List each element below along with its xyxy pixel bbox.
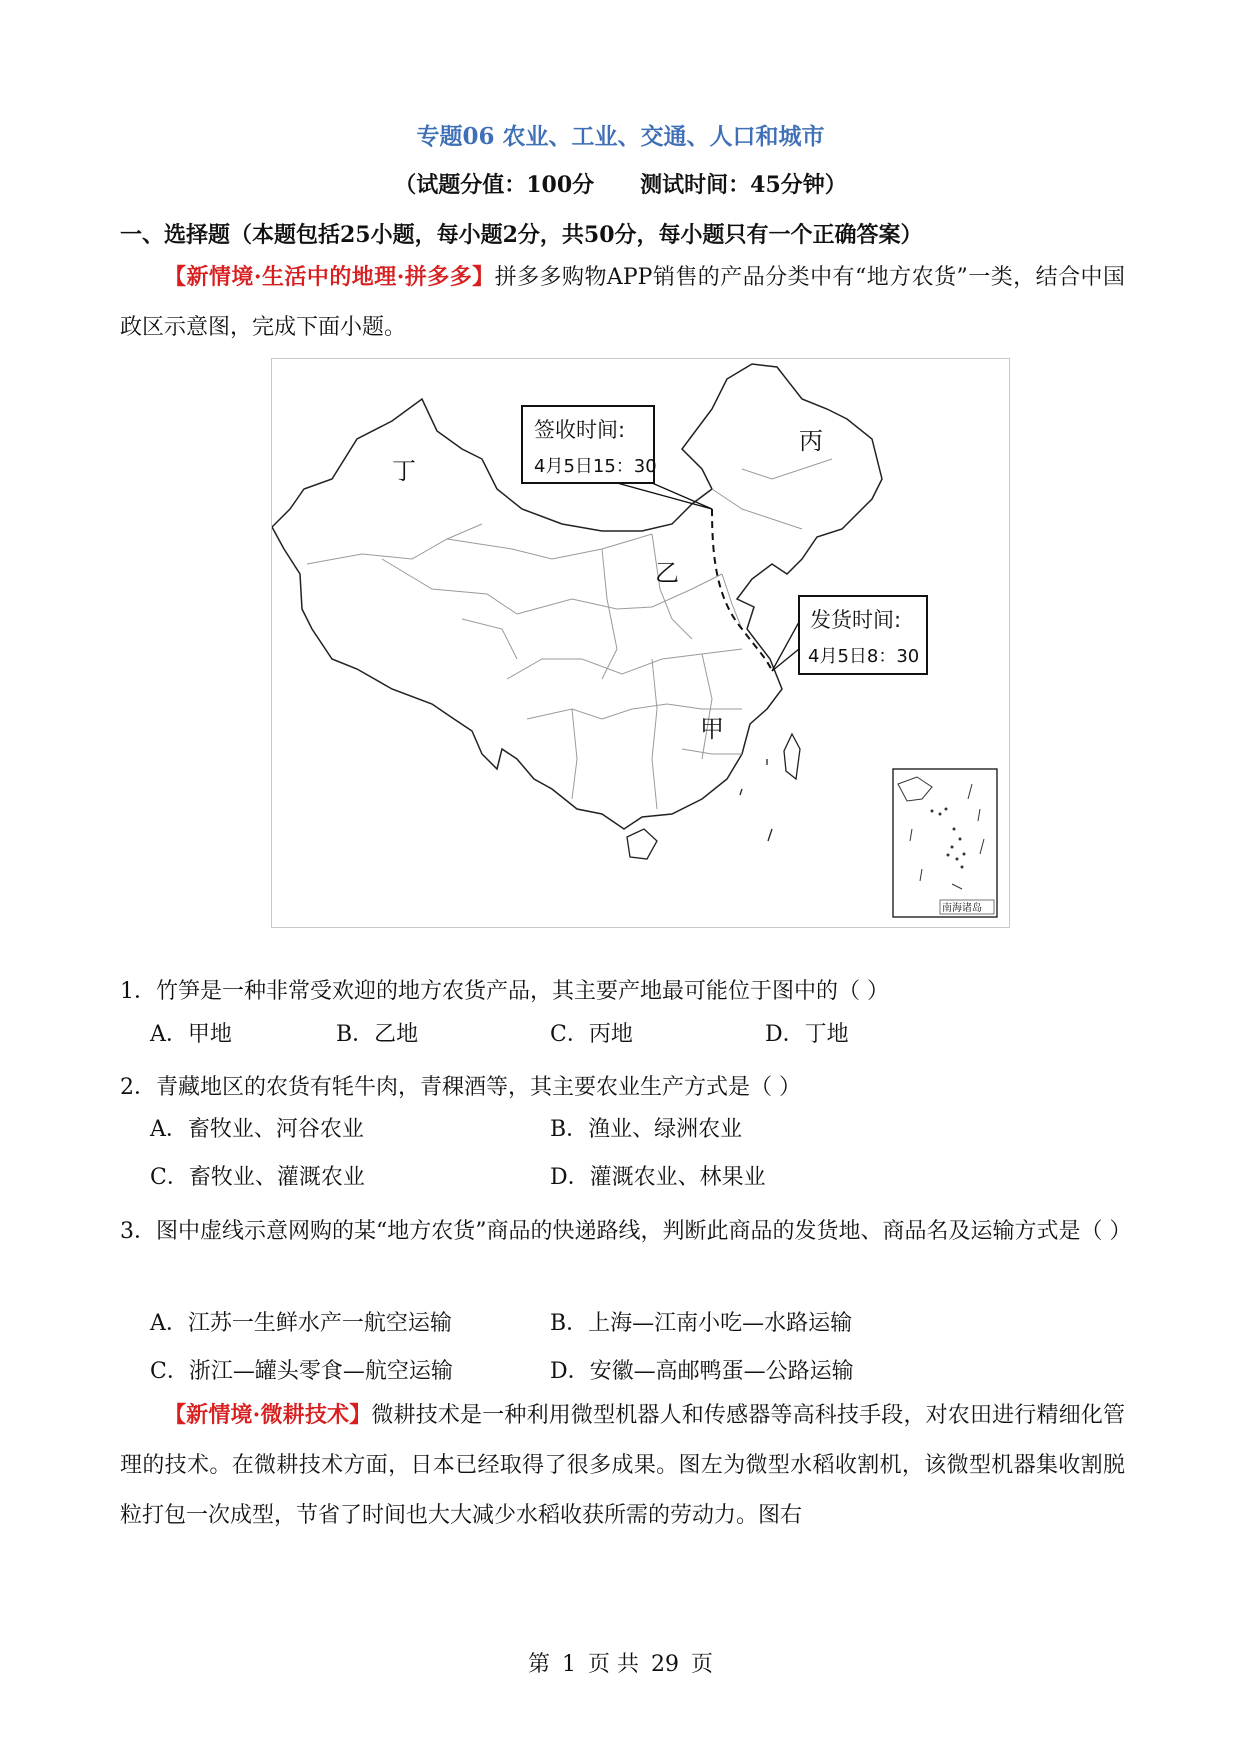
- passage-1-tag: 【新情境·生活中的地理·拼多多】: [164, 264, 495, 290]
- q3-option-c[interactable]: C．浙江—罐头零食—航空运输: [150, 1359, 453, 1384]
- q1-option-a[interactable]: A．甲地: [150, 1022, 232, 1047]
- hainan-island: [627, 829, 657, 859]
- section-heading: 一、选择题（本题包括25小题，每小题2分，共50分，每小题只有一个正确答案）: [120, 222, 923, 248]
- q1-option-b[interactable]: B．乙地: [336, 1022, 419, 1047]
- china-map-figure: [271, 358, 1010, 928]
- label-jia: 甲: [700, 715, 724, 743]
- q2-option-a[interactable]: A．畜牧业、河谷农业: [150, 1117, 364, 1142]
- q2-option-c[interactable]: C．畜牧业、灌溉农业: [150, 1165, 365, 1190]
- label-bing: 丙: [799, 427, 823, 455]
- china-map: [272, 359, 1009, 927]
- question-2-stem: 2．青藏地区的农货有牦牛肉，青稞酒等，其主要农业生产方式是（ ）: [120, 1075, 801, 1100]
- q1-option-d[interactable]: D．丁地: [765, 1022, 849, 1047]
- time-info: 测试时间：45分钟）: [640, 172, 847, 198]
- taiwan-island: [784, 734, 800, 779]
- page-footer: [0, 1647, 1241, 1678]
- footer-suffix: 页: [691, 1652, 714, 1677]
- receive-time-label: 签收时间:: [534, 418, 626, 442]
- passage-1: [120, 252, 1125, 353]
- send-time-label: 发货时间:: [810, 608, 902, 632]
- passage-2: [120, 1390, 1125, 1541]
- score-info: （试题分值：100分: [394, 172, 595, 198]
- total-pages: 29: [651, 1652, 679, 1677]
- footer-prefix: 第: [527, 1652, 550, 1677]
- question-1-stem: 1．竹笋是一种非常受欢迎的地方农货产品，其主要产地最可能位于图中的（ ）: [120, 979, 889, 1004]
- footer-mid: 页 共: [588, 1652, 639, 1677]
- q2-option-d[interactable]: D．灌溉农业、林果业: [550, 1165, 766, 1190]
- inset-label: 南海诸岛: [942, 903, 982, 914]
- q1-option-c[interactable]: C．丙地: [550, 1022, 633, 1047]
- q3-option-a[interactable]: A．江苏一生鲜水产一航空运输: [150, 1311, 452, 1336]
- q3-option-d[interactable]: D．安徽—高邮鸭蛋—公路运输: [550, 1359, 854, 1384]
- question-3-stem: 3．图中虚线示意网购的某“地方农货”商品的快递路线，判断此商品的发货地、商品名及运输方式是（ ）: [120, 1219, 1132, 1244]
- receive-time-value: 4月5日15：30: [534, 456, 657, 477]
- page-number: 1: [562, 1652, 576, 1677]
- exam-info: [0, 168, 1241, 199]
- send-time-value: 4月5日8：30: [808, 646, 920, 667]
- label-yi: 乙: [655, 559, 679, 587]
- q3-option-b[interactable]: B．上海—江南小吃—水路运输: [550, 1311, 853, 1336]
- label-ding: 丁: [392, 457, 416, 485]
- passage-1-text: 拼多多购物APP销售的产品分类中有“地方农货”一类，结合中国政区示意图，完成下面小题。: [120, 265, 1125, 340]
- island-dashes: [740, 759, 772, 841]
- page-title: 专题06 农业、工业、交通、人口和城市: [416, 123, 825, 150]
- passage-2-text: 微耕技术是一种利用微型机器人和传感器等高科技手段，对农田进行精细化管理的技术。在微耕技术方面，日本已经取得了很多成果。图左为微型水稻收割机，该微型机器集收割脱粒打包一次成型，节省了时间也大大减少水稻收获所需的劳动力。图右: [120, 1403, 1125, 1528]
- passage-2-tag: 【新情境·微耕技术】: [164, 1402, 372, 1428]
- q2-option-b[interactable]: B．渔业、绿洲农业: [550, 1117, 743, 1142]
